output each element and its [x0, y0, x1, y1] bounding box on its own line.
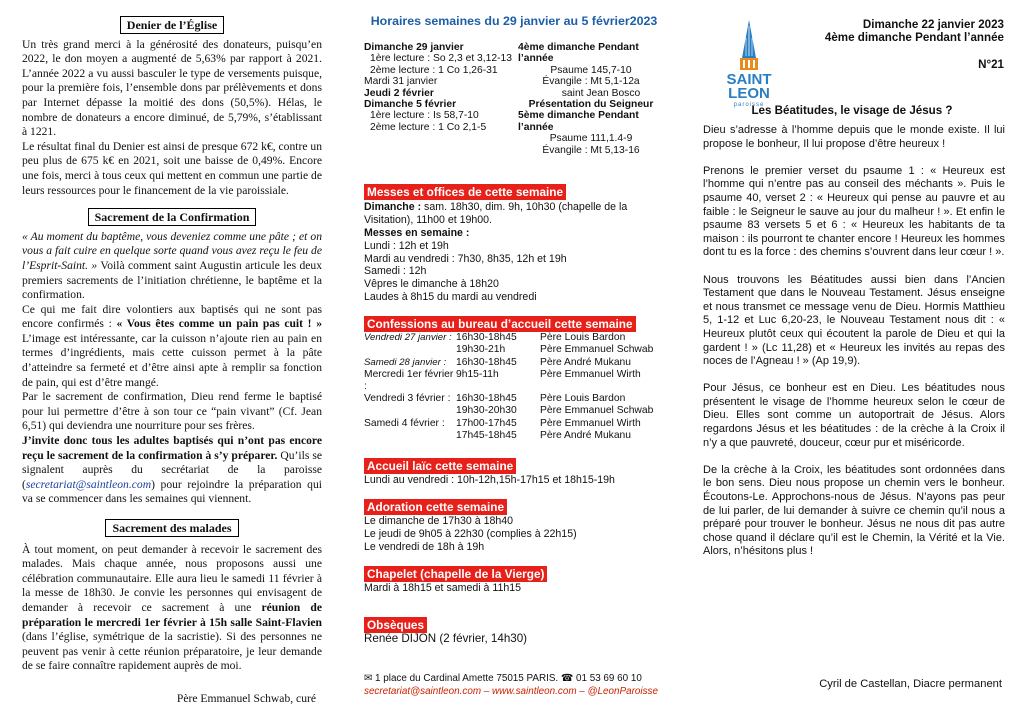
issue-number: N°21 [978, 58, 1004, 71]
accueil-title: Accueil laïc cette semaine [364, 458, 516, 474]
messes-dimanche-label: Dimanche : [364, 200, 422, 213]
adoration-title: Adoration cette semaine [364, 499, 507, 515]
malades-title-wrap [22, 519, 322, 537]
obseques-title: Obsèques [364, 617, 427, 633]
messes-semaine-label: Messes en semaine : [364, 226, 470, 239]
article-paragraph: Nous trouvons les Béatitudes aussi bien dans l’Ancien Testament que dans le Nouveau Testament. Jésus enseigne et nous transmet ce message venu de Dieu. Hormis Matthieu 5, 1-12 et Luc 6,20-23, le Nouveau Testament nous dit : « Heureux plutôt ceux qui écoutent la parole de Dieu et qui la gardent ! » (Lc 11,28) et « Heureux les invités au repas des noces de l’Agneau ! » (Ap 19,9). [703, 273, 1005, 368]
issue-header [825, 18, 1004, 44]
malades-p1-a: À tout moment, on peut demander à recevoir le sacrement des malades. Mais chaque année, nous proposons aussi une célébration communautaire. Elle aura lieu le samedi 11 février à la messe de 18h30. Je convie les personnes qui envisagent de demander à recevoir ce sacrement à une [22, 542, 322, 614]
messes-section [364, 184, 664, 304]
malades-p1-b: (dans l’église, symétrique de la sacristie). Si des personnes ne peuvent pas venir à cette réunion préparatoire, je leur demande de se faire connaître rapidement auprès de moi. [22, 630, 322, 673]
readings-right [518, 42, 664, 156]
table-row [364, 418, 653, 430]
reading-evangile2: Évangile : Mt 5,13-16 [542, 144, 640, 156]
obseques-line: Renée DIJON (2 février, 14h30) [364, 631, 528, 645]
reading-d5-l1: 1ère lecture : Is 58,7-10 [370, 110, 479, 122]
messes-line: Lundi : 12h et 19h [364, 239, 449, 252]
conf-hours: 17h45-18h45 [456, 429, 517, 441]
article-paragraph: Dieu s’adresse à l’homme depuis que le monde existe. Il lui propose le bonheur, Il lui propose d’être heureux ! [703, 124, 1005, 150]
footer-address: ✉ 1 place du Cardinal Amette 75015 PARIS. ☎ 01 53 69 60 10 [364, 673, 642, 684]
conf-priest: Père Emmanuel Schwab [540, 344, 654, 356]
confirmation-p4-b: ) pour rejoindre la préparation qui va se commencer dans les semaines qui viennent. [22, 477, 322, 506]
table-row [364, 405, 653, 417]
confirmation-p4-bold: J’invite donc tous les adultes baptisés qui n’ont pas encore reçu le sacrement de la confirmation à s’y préparer. [22, 434, 322, 462]
reading-d29-l2: 2ème lecture : 1 Co 1,26-31 [370, 64, 498, 76]
confessions-section [364, 316, 664, 442]
confirmation-p4-a: Qu’ils se signalent auprès du secrétariat de la paroisse ( [22, 448, 322, 491]
confirmation-title: Sacrement de la Confirmation [88, 208, 257, 226]
messes-title: Messes et offices de cette semaine [364, 184, 566, 200]
conf-hours: 16h30-18h45 [456, 332, 517, 344]
secretariat-email-link[interactable]: secretariat@saintleon.com [25, 477, 152, 491]
middle-column [364, 0, 664, 724]
reading-jean-bosco: saint Jean Bosco [561, 87, 641, 99]
article-paragraph: Prenons le premier verset du psaume 1 : « Heureux est l’homme qui n’entre pas au conseil des méchants ». Puis le psaume 40, verset 2 : « Heureux qui pense au pauvre et au faible : le Seigneur le sauve au jour du malheur ! ». Et enfin le psaume 83 versets 5 et 6 : « Heureux les habitants de ta maison : ils pourront te chanter encore ! Heureux les hommes dont tu es la force : des chemins s’ouvrent dans leur cœur ! ». [703, 164, 1005, 259]
chapelet-line: Mardi à 18h15 et samedi à 11h15 [364, 581, 522, 594]
footer-links[interactable]: secretariat@saintleon.com – www.saintleon.com – @LeonParoisse [364, 686, 658, 697]
reading-psaume1: Psaume 145,7-10 [550, 64, 632, 76]
reading-t5: 5ème dimanche Pendant l’année [518, 110, 639, 133]
readings-left [364, 42, 514, 133]
footer [364, 672, 664, 698]
reading-evangile1: Évangile : Mt 5,1-12a [542, 76, 640, 88]
issue-sunday: 4ème dimanche Pendant l’année [824, 31, 1004, 44]
denier-paragraph-2: Le résultat final du Denier est ainsi de presque 672 k€, contre un peu plus de 675 k€ en 2021, soit une baisse de 0,49%. Encore une fois, merci à tous ceux qui mettent en commun une partie de leurs ressources pour le financement de la vie paroissiale. [22, 139, 322, 197]
left-column [22, 0, 322, 724]
messes-dimanche-text: sam. 18h30, dim. 9h, 10h30 (chapelle de la Visitation), 11h00 et 19h00. [364, 200, 628, 226]
messes-line: Laudes à 8h15 du mardi au vendredi [364, 291, 537, 304]
reading-psaume2: Psaume 111,1.4-9 [549, 133, 633, 145]
reading-mardi: Mardi 31 janvier [364, 76, 438, 88]
reading-d29: Dimanche 29 janvier [364, 41, 464, 53]
conf-hours: 17h00-17h45 [456, 417, 517, 429]
conf-hours: 9h15-11h [456, 368, 499, 380]
malades-title: Sacrement des malades [105, 519, 238, 537]
confirmation-paragraph-3: Par le sacrement de confirmation, Dieu rend ferme le baptisé pour lui permettre d’être à son tour ce “pain vivant” (Cf. Jean 6,51) qui deviendra une nourriture pour ses frères. [22, 390, 322, 433]
reading-presentation: Présentation du Seigneur [528, 98, 654, 110]
confirmation-p2-b: L’image est intéressante, car la cuisson n’ajoute rien au pain en termes d’ingrédients, mais cette cuisson permet à la pâte d’atteindre sa fermeté et d’être ainsi apte à remplir sa fonction de pain, qui est d’être mangé. [22, 331, 322, 389]
saint-leon-logo [718, 20, 780, 116]
conf-hours: 19h30-20h30 [456, 405, 517, 417]
conf-priest: Père Emmanuel Schwab [540, 405, 654, 417]
article-body [703, 124, 1005, 573]
conf-priest: Père Louis Bardon [540, 393, 626, 405]
malades-paragraph [22, 543, 322, 674]
messes-line: Mardi au vendredi : 7h30, 8h35, 12h et 19h [364, 252, 567, 265]
confessions-table [364, 332, 653, 442]
confirmation-paragraph-4 [22, 434, 322, 507]
conf-day [364, 430, 454, 442]
conf-priest: Père Emmanuel Wirth [540, 368, 641, 380]
adoration-section [364, 499, 664, 554]
cure-signature: Père Emmanuel Schwab, curé [176, 691, 316, 705]
adoration-line: Le vendredi de 18h à 19h [364, 540, 485, 553]
denier-paragraph-1: Un très grand merci à la générosité des donateurs, puisqu’en 2022, le don moyen a augmenté de 5,63% par rapport à 2021. L’année 2022 a vu aussi basculer le type de versements puisque, pour la première fois, l’ensemble dons par prélèvements et dons par Internet dépasse la moitié des dons (50,5%). Hélas, le nombre de donateurs a encore diminué, de 5,79%, s’établissant à 1221. [22, 37, 322, 139]
confirmation-paragraph-2 [22, 303, 322, 391]
conf-priest: Père André Mukanu [540, 429, 632, 441]
table-row [364, 332, 653, 344]
conf-hours: 19h30-21h [456, 344, 506, 356]
logo-text-saint: SAINT [726, 71, 772, 88]
reading-t4: 4ème dimanche Pendant l’année [518, 41, 639, 65]
reading-d29-l1: 1ère lecture : So 2,3 et 3,12-13 [370, 53, 512, 65]
adoration-line: Le jeudi de 9h05 à 22h30 (complies à 22h15) [364, 527, 577, 540]
reading-d5-l2: 2ème lecture : 1 Co 2,1-5 [370, 121, 487, 133]
table-row [364, 344, 653, 356]
logo-text-leon: LEON [728, 85, 770, 102]
article-signature: Cyril de Castellan, Diacre permanent [819, 678, 1002, 690]
table-row [364, 393, 653, 405]
article-paragraph: De la crèche à la Croix, les béatitudes sont ordonnées dans le bon sens. Dieu nous propose un chemin vers le bonheur. Écoutons-Le. Approchons-nous de Jésus. N’ayons pas peur de lui parler, de lui demander à suivre ce chemin qu’il nous a préparé pour trouver le bonheur. Jésus ne nous dit pas autre chose quand il déclare qu’il est le Chemin, la Vérité et la Vie. Alors, n’hésitons plus ! [703, 463, 1005, 558]
conf-day: Samedi 28 janvier : [364, 356, 447, 368]
denier-title-wrap [22, 16, 322, 34]
malades-p1-bold: réunion de préparation le mercredi 1er février à 15h salle Saint-Flavien [22, 600, 322, 629]
conf-day: Vendredi 3 février : [364, 393, 451, 405]
logo-text-paroisse: paroisse [733, 102, 765, 108]
table-row [364, 357, 653, 369]
obseques-section [364, 617, 664, 646]
messes-line: Samedi : 12h [364, 265, 427, 278]
messes-dimanche [364, 201, 664, 227]
chapelet-section [364, 566, 664, 595]
conf-day [364, 344, 454, 356]
article-title: Les Béatitudes, le visage de Jésus ? [751, 104, 953, 117]
horaires-title: Horaires semaines du 29 janvier au 5 février2023 [370, 14, 658, 28]
denier-title: Denier de l’Église [120, 16, 224, 34]
readings-block [364, 42, 664, 172]
chapelet-title: Chapelet (chapelle de la Vierge) [364, 566, 547, 582]
conf-day [364, 405, 454, 417]
confirmation-paragraph-1 [22, 230, 322, 303]
reading-jeudi: Jeudi 2 février [364, 87, 434, 99]
confirmation-title-wrap [22, 208, 322, 226]
confirmation-p1-text: Voilà comment saint Augustin articule les deux premiers sacrements de l’initiation chrétienne, le baptême et la confirmation. [22, 258, 322, 302]
conf-hours: 16h30-18h45 [456, 393, 517, 405]
table-row [364, 430, 653, 442]
augustin-quote: « Au moment du baptême, vous deveniez comme une pâte ; et on vous a fait cuire en quelque sorte quand vous avez reçu le feu de l’Esprit-Saint. » [22, 229, 322, 272]
conf-hours: 16h30-18h45 [456, 356, 517, 368]
conf-priest: Père André Mukanu [540, 356, 632, 368]
confirmation-p2-bold: « Vous êtes comme un pain pas cuit ! » [116, 317, 322, 331]
reading-d5: Dimanche 5 février [364, 98, 457, 110]
accueil-line: Lundi au vendredi : 10h-12h,15h-17h15 et 18h15-19h [364, 473, 615, 486]
confirmation-p2-a: Ce qui me fait dire volontiers aux baptisés qui ne sont pas encore confirmés : [22, 302, 322, 331]
conf-day: Samedi 4 février : [364, 417, 445, 429]
conf-day: Mercredi 1er février : [364, 368, 454, 392]
conf-priest: Père Louis Bardon [540, 332, 626, 344]
article-paragraph: Pour Jésus, ce bonheur est en Dieu. Les béatitudes nous présentent le visage de l’homme heureux selon le cœur de Dieu. Elles sont comme un autoportrait de Jésus. Alors regardons Jésus et les béatitudes : de la crèche à la Croix il n’y a que pauvreté, douceur, cœur pur et miséricorde. [703, 382, 1005, 449]
issue-date: Dimanche 22 janvier 2023 [862, 18, 1004, 31]
accueil-section [364, 458, 664, 487]
messes-line: Vêpres le dimanche à 18h20 [364, 278, 499, 291]
adoration-line: Le dimanche de 17h30 à 18h40 [364, 514, 514, 527]
table-row [364, 369, 653, 393]
conf-priest: Père Emmanuel Wirth [540, 417, 641, 429]
conf-day: Vendredi 27 janvier : [364, 332, 452, 344]
confessions-title: Confessions au bureau d’accueil cette semaine [364, 316, 636, 332]
